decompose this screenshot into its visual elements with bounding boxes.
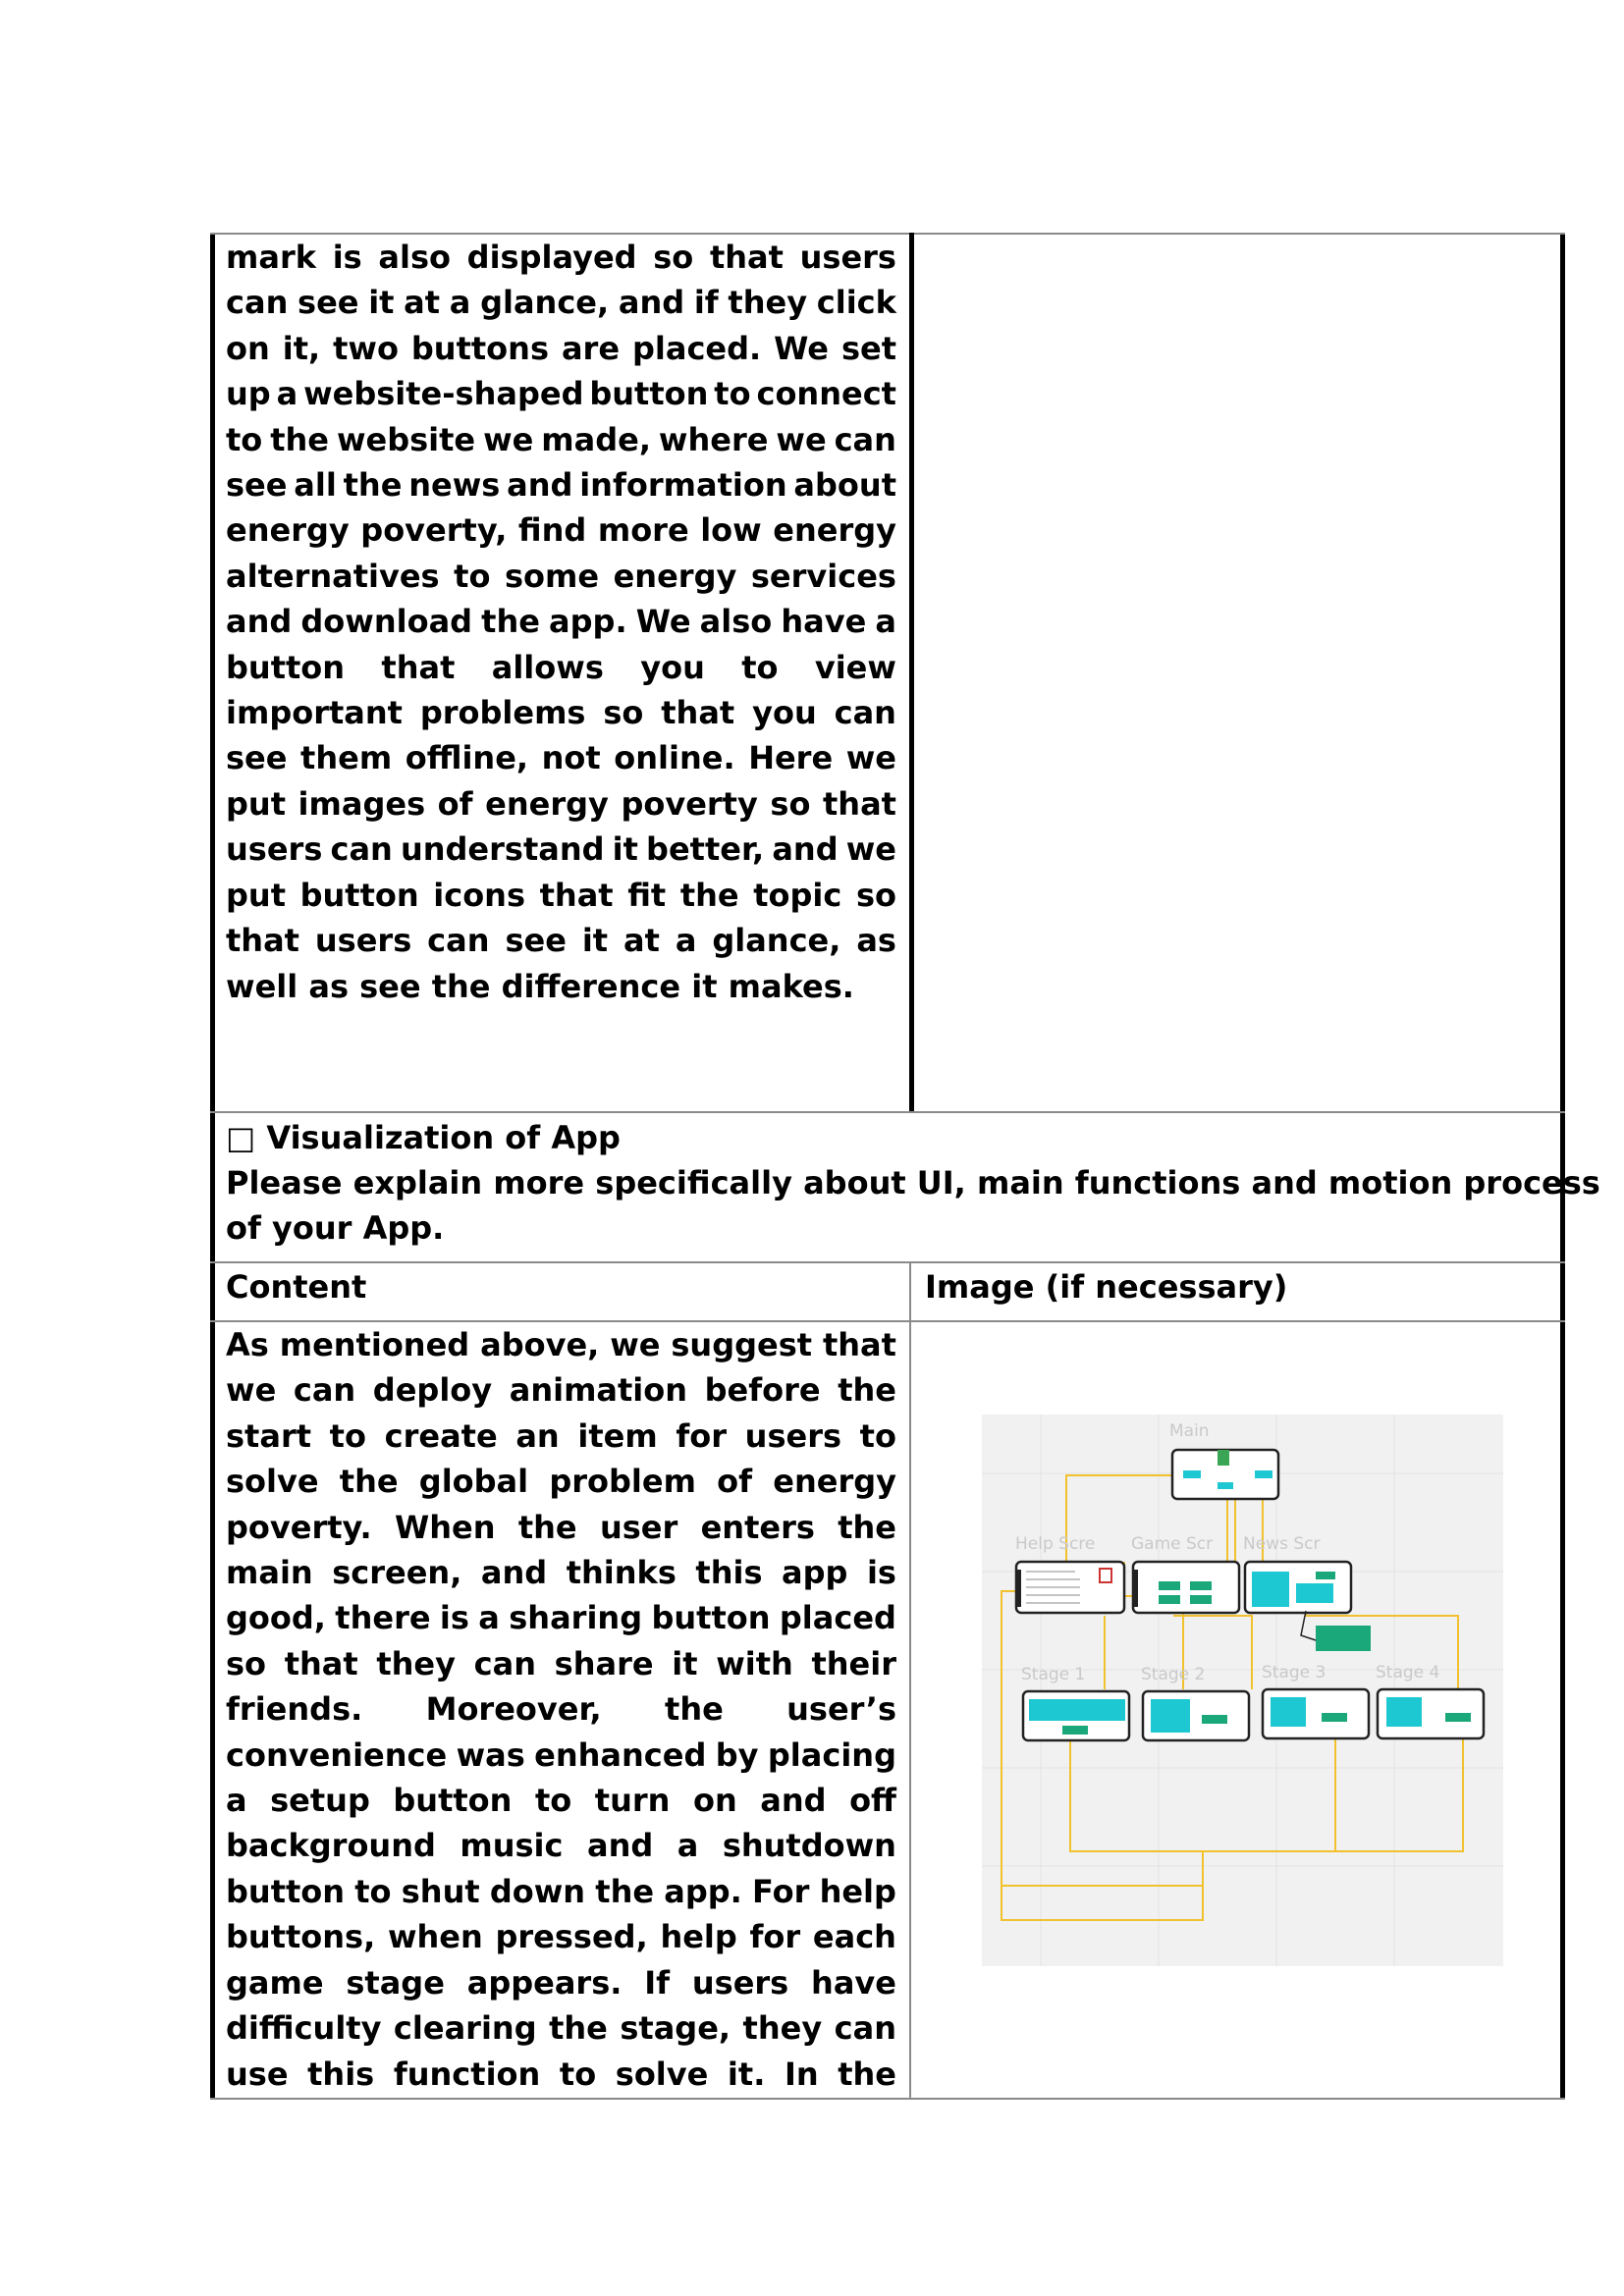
word: app. [664, 1872, 742, 1910]
word: see [505, 922, 567, 960]
word: placed. [631, 329, 762, 367]
word: friends. [226, 1690, 363, 1729]
word: main [226, 1554, 313, 1592]
word: use [226, 2055, 289, 2093]
word: there [335, 1599, 431, 1637]
word: energy [773, 511, 896, 550]
word: for [749, 1918, 801, 1956]
lower-left-paragraph [226, 1322, 896, 2097]
text-line [226, 1641, 896, 1686]
word: with [716, 1644, 793, 1682]
word: news [408, 466, 501, 505]
word: button [393, 1782, 513, 1820]
word: can [834, 420, 896, 458]
word: energy [773, 1463, 896, 1501]
word: see [298, 284, 359, 322]
text-line [226, 1367, 896, 1413]
word: are [561, 329, 621, 367]
text-line [226, 735, 896, 780]
word: the [549, 2009, 608, 2048]
word: users [744, 1416, 842, 1455]
word: to [534, 1782, 572, 1820]
word: app [782, 1554, 848, 1592]
word: topic [753, 876, 842, 914]
text-line [226, 1778, 896, 1823]
text-line [226, 2005, 896, 2051]
text-line [226, 235, 896, 280]
word: above, [480, 1326, 600, 1363]
word: connect [756, 375, 896, 413]
word: We [635, 603, 691, 641]
word: is [332, 239, 362, 276]
row-divider-2 [210, 1261, 1565, 1263]
word: background [226, 1827, 436, 1865]
word: difficulty [226, 2009, 382, 2048]
text-line [226, 1459, 896, 1504]
word: see [226, 739, 288, 777]
word: on [692, 1782, 737, 1820]
word: down [489, 1872, 586, 1910]
word: it [368, 284, 395, 322]
section-instruction-line-2: of your App. [226, 1209, 445, 1247]
word: information [579, 466, 787, 505]
app-flow-diagram [982, 1415, 1503, 1966]
text-line [226, 599, 896, 644]
word: help [660, 1918, 737, 1956]
word: was [456, 1735, 525, 1774]
diagram-label-stage2: Stage 2 [1141, 1665, 1206, 1684]
content-column-header: Content [226, 1268, 367, 1306]
word: and [618, 284, 685, 322]
word: the [517, 1508, 577, 1546]
word: convenience [226, 1735, 448, 1774]
diagram-label-help: Help Scre [1015, 1534, 1096, 1554]
word: the [679, 876, 739, 914]
word: see [226, 466, 288, 505]
word: Moreover, [425, 1690, 602, 1729]
word: more [597, 511, 689, 550]
word: if [693, 284, 719, 322]
word: turn [594, 1782, 671, 1820]
word: them [300, 739, 393, 777]
word: they [742, 2009, 823, 2048]
diagram-label-stage3: Stage 3 [1262, 1663, 1326, 1682]
diagram-graphics [982, 1415, 1503, 1966]
word: allows [491, 648, 604, 686]
word: stage [346, 1963, 445, 2002]
text-line [226, 507, 896, 553]
word: share [554, 1644, 654, 1682]
word: suggest [671, 1326, 813, 1363]
word: website-shaped [303, 375, 584, 413]
text-line [226, 280, 896, 325]
word: can [473, 1644, 536, 1682]
text-line [226, 326, 896, 371]
text-line [226, 690, 896, 735]
word: to [741, 648, 779, 686]
text-line [226, 1869, 896, 1914]
word: In [784, 2055, 819, 2093]
word: music [460, 1827, 564, 1865]
word: users [691, 1963, 789, 2002]
word: Here [748, 739, 834, 777]
text-line [226, 1550, 896, 1595]
word: and [586, 1827, 654, 1865]
word: can [427, 922, 490, 960]
word: start [226, 1416, 312, 1455]
word: game [226, 1963, 324, 2002]
word: and [760, 1782, 827, 1820]
word: user [599, 1508, 678, 1546]
word: so [770, 784, 811, 823]
text-line [226, 1414, 896, 1459]
text-line [226, 918, 896, 963]
word: deploy [372, 1371, 493, 1410]
word: understand [400, 830, 605, 869]
word: help [819, 1872, 896, 1910]
word: it [672, 1644, 698, 1682]
word: set [840, 329, 896, 367]
text-line [226, 1686, 896, 1732]
word: you [752, 694, 817, 732]
word: an [515, 1416, 560, 1455]
word: button [299, 876, 419, 914]
word: some [504, 557, 600, 595]
word: put [226, 784, 286, 823]
word: fit [627, 876, 667, 914]
word: all [294, 466, 337, 505]
word: up [226, 375, 271, 413]
word: to [354, 1872, 392, 1910]
word: good, [226, 1599, 326, 1637]
word: have [811, 1963, 896, 2002]
word: the [595, 1872, 655, 1910]
word: before [704, 1371, 821, 1410]
word: services [750, 557, 896, 595]
diagram-label-stage1: Stage 1 [1021, 1665, 1086, 1684]
word: the [481, 603, 540, 641]
upper-column-divider [909, 233, 914, 1113]
word: poverty, [360, 511, 508, 550]
word: as [856, 922, 896, 960]
word: to [859, 1416, 896, 1455]
word: we [845, 739, 896, 777]
word: that [284, 1644, 358, 1682]
word: shutdown [722, 1827, 896, 1865]
word: button [589, 375, 709, 413]
word: at [623, 922, 660, 960]
word: can [834, 694, 896, 732]
word: it [581, 922, 609, 960]
word: also [378, 239, 451, 276]
word: function [393, 2055, 541, 2093]
text-line [226, 1960, 896, 2005]
word: enters [700, 1508, 815, 1546]
word: mentioned [279, 1326, 470, 1363]
word: alternatives [226, 557, 440, 595]
word: that [822, 1326, 896, 1363]
word: pressed, [495, 1918, 648, 1956]
word: of [717, 1463, 753, 1501]
word: of [437, 784, 473, 823]
word: have [781, 603, 867, 641]
word: and [772, 830, 839, 869]
word: we [610, 1326, 661, 1363]
word: global [418, 1463, 529, 1501]
word: animation [509, 1371, 688, 1410]
text-line [226, 827, 896, 872]
word: displayed [466, 239, 637, 276]
word: buttons, [226, 1918, 376, 1956]
word: they [376, 1644, 456, 1682]
word: appears. [466, 1963, 623, 2002]
table-border-bottom [210, 2098, 1565, 2100]
word: can [293, 1371, 356, 1410]
word: click [816, 284, 896, 322]
word: for [676, 1416, 727, 1455]
word: a [675, 922, 697, 960]
section-title: □ Visualization of App [226, 1119, 621, 1156]
word: that [381, 648, 456, 686]
word: mark [226, 239, 316, 276]
word: by [715, 1735, 759, 1774]
word: energy [226, 511, 350, 550]
lower-column-divider [909, 1261, 911, 2100]
word: setup [270, 1782, 370, 1820]
word: energy [613, 557, 737, 595]
word: When [394, 1508, 496, 1546]
text-line [226, 645, 896, 690]
word: download [300, 603, 473, 641]
word: online. [614, 739, 735, 777]
word: problems [419, 694, 586, 732]
word: that [822, 784, 896, 823]
word: that [539, 876, 614, 914]
word: it, [282, 329, 321, 367]
word: can [330, 830, 393, 869]
word: clearing [393, 2009, 537, 2048]
word: poverty. [226, 1508, 372, 1546]
word: to [559, 2055, 597, 2093]
diagram-label-news: News Scr [1243, 1534, 1321, 1554]
word: If [644, 1963, 671, 2002]
word: a [449, 284, 471, 322]
word: at [404, 284, 441, 322]
word: the [339, 1463, 399, 1501]
text-line [226, 554, 896, 599]
word: view [814, 648, 896, 686]
word: button [651, 1599, 771, 1637]
text-line [226, 1914, 896, 1959]
word: icons [433, 876, 525, 914]
word: it. [727, 2055, 766, 2093]
word: stage, [620, 2009, 731, 2048]
word: made, [541, 420, 651, 458]
word: users [226, 830, 323, 869]
row-divider-1 [210, 1111, 1565, 1113]
word: and [226, 603, 293, 641]
word: to [329, 1416, 366, 1455]
word: poverty [621, 784, 758, 823]
word: solve [226, 1463, 319, 1501]
word: glance, [480, 284, 610, 322]
word: the [343, 466, 403, 505]
word: we [226, 1371, 277, 1410]
word: put [226, 876, 286, 914]
word: low [700, 511, 762, 550]
upper-left-paragraph [226, 235, 896, 1009]
text-line [226, 462, 896, 507]
word: create [384, 1416, 498, 1455]
word: is [866, 1554, 896, 1592]
word: so [653, 239, 694, 276]
word: that [226, 922, 299, 960]
word: users [314, 922, 412, 960]
word: As [226, 1326, 269, 1363]
section-instruction-line-1: Please explain more specifically about UI, main functions and motion process [226, 1164, 1600, 1201]
word: when [387, 1918, 483, 1956]
word: is [439, 1599, 469, 1637]
word: so [855, 876, 896, 914]
word: placing [767, 1735, 896, 1774]
word: we [845, 830, 896, 869]
text-line [226, 2052, 896, 2097]
word: app. [549, 603, 627, 641]
word: we [776, 420, 827, 458]
word: solve [615, 2055, 709, 2093]
word: a [875, 603, 896, 641]
text-line [226, 1733, 896, 1778]
text-line [226, 1505, 896, 1550]
word: a [677, 1827, 699, 1865]
word: important [226, 694, 403, 732]
image-column-header: Image (if necessary) [925, 1268, 1288, 1306]
word: about [793, 466, 896, 505]
word: off [849, 1782, 896, 1820]
word: this [695, 1554, 763, 1592]
text-line [226, 417, 896, 462]
word: energy [485, 784, 609, 823]
word: to [226, 420, 263, 458]
word: shut [401, 1872, 480, 1910]
word: button [226, 1872, 346, 1910]
diagram-label-game: Game Scr [1131, 1534, 1214, 1554]
word: enhanced [534, 1735, 707, 1774]
word: buttons [410, 329, 549, 367]
word: we [483, 420, 534, 458]
word: the [665, 1690, 724, 1729]
word: the [270, 420, 329, 458]
word: also [699, 603, 773, 641]
word: screen, [332, 1554, 462, 1592]
text-line [226, 781, 896, 827]
word: where [658, 420, 769, 458]
word: on [226, 329, 270, 367]
word: it [612, 830, 638, 869]
word: can [834, 2009, 896, 2048]
word: images [298, 784, 426, 823]
word: find [517, 511, 587, 550]
word: to [714, 375, 751, 413]
word: glance, [712, 922, 841, 960]
text-line [226, 1823, 896, 1868]
word: website [336, 420, 476, 458]
word: you [640, 648, 705, 686]
word: two [333, 329, 399, 367]
word: to [454, 557, 491, 595]
word: item [577, 1416, 658, 1455]
text-line [226, 371, 896, 416]
word: each [812, 1918, 896, 1956]
word: this [307, 2055, 375, 2093]
word: and [507, 466, 573, 505]
text-line [226, 1322, 896, 1367]
word: they [728, 284, 808, 322]
word: We [774, 329, 829, 367]
word: a [478, 1599, 500, 1637]
word: can [226, 284, 289, 322]
word: button [226, 648, 346, 686]
word: sharing [509, 1599, 643, 1637]
word: that [661, 694, 735, 732]
word: that [709, 239, 784, 276]
word: a [226, 1782, 247, 1820]
word: the [838, 1508, 896, 1546]
table-border-left [210, 233, 215, 2100]
word: not [541, 739, 601, 777]
word: thinks [566, 1554, 677, 1592]
text-line-last: well as see the difference it makes. [226, 967, 854, 1005]
text-line [226, 873, 896, 918]
word: problem [549, 1463, 696, 1501]
word: their [811, 1644, 896, 1682]
word: For [752, 1872, 810, 1910]
word: so [603, 694, 644, 732]
word: users [799, 239, 896, 276]
word: and [480, 1554, 548, 1592]
word: the [838, 2055, 896, 2093]
word: offline, [405, 739, 529, 777]
word: better, [646, 830, 765, 869]
text-line [226, 1595, 896, 1640]
word: placed [779, 1599, 896, 1637]
word: a [276, 375, 298, 413]
word: user’s [786, 1690, 896, 1729]
diagram-label-stage4: Stage 4 [1376, 1663, 1440, 1682]
word: so [226, 1644, 267, 1682]
diagram-label-main: Main [1169, 1421, 1210, 1441]
word: the [838, 1371, 896, 1410]
